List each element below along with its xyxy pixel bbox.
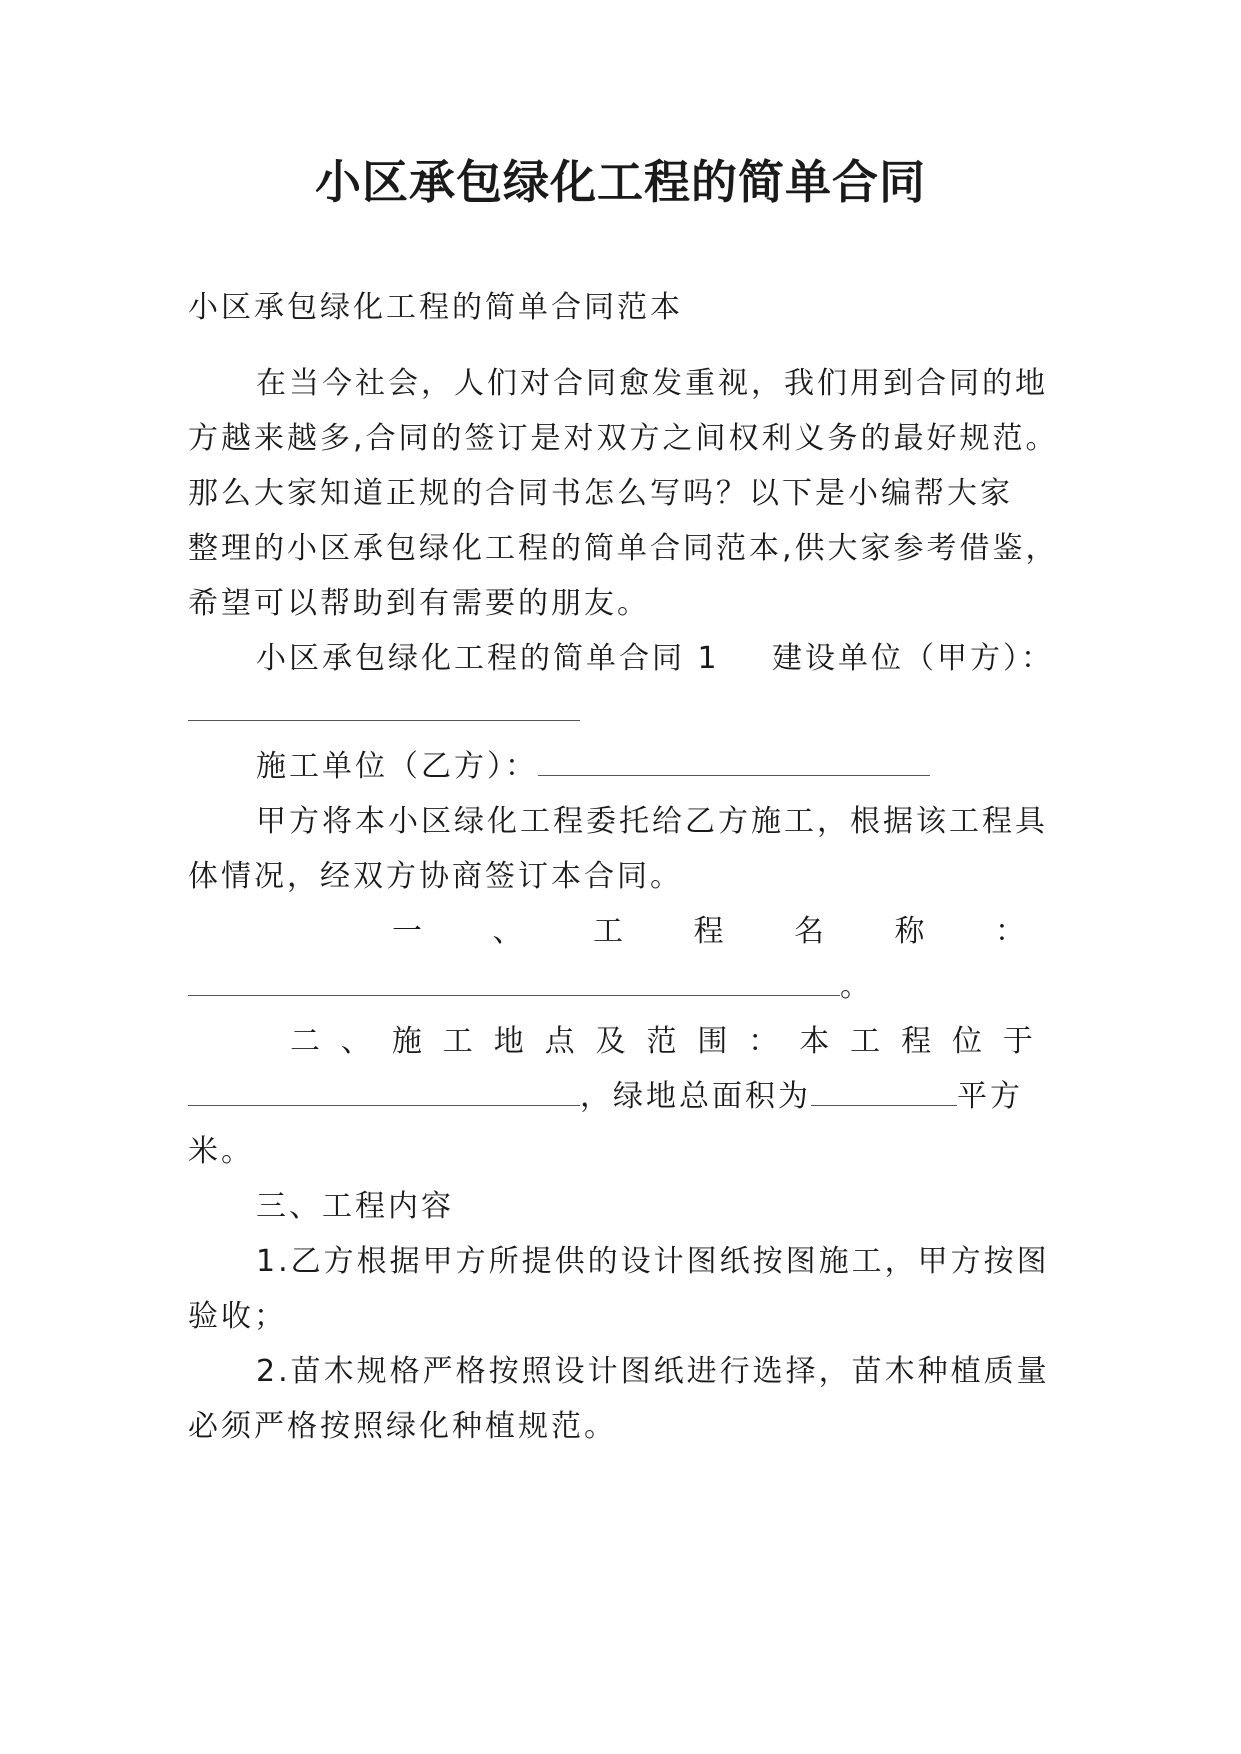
section2-char: 、: [340, 1024, 374, 1059]
intro-line: 希望可以帮助到有需要的朋友。: [188, 586, 650, 621]
section2-char: 工: [442, 1024, 476, 1059]
section1-char: 名: [794, 914, 827, 949]
section2-end: 米。: [188, 1134, 254, 1169]
party-b-blank: [538, 747, 930, 776]
document-subtitle: 小区承包绿化工程的简单合同范本: [188, 290, 683, 325]
section2-char: 施: [391, 1024, 425, 1059]
section1-char: 工: [593, 914, 626, 949]
item1-line: 1.乙方根据甲方所提供的设计图纸按图施工，甲方按图: [256, 1244, 1050, 1279]
section1-char: 一: [392, 914, 425, 949]
section2-char: 程: [901, 1024, 935, 1059]
section1-blank-line: [188, 967, 1054, 1007]
section1-char: 程: [693, 914, 727, 949]
party-b-line: [256, 747, 1054, 787]
contract-heading-line: [256, 639, 1054, 679]
section2-blank-line: [188, 1077, 1054, 1117]
section2-char: 于: [1002, 1024, 1036, 1059]
section1-char: ：: [995, 914, 1028, 949]
party-a-blank-line: [188, 692, 1054, 732]
section2-mid: ，绿地总面积为: [580, 1079, 811, 1114]
item2-line: 必须严格按照绿化种植规范。: [188, 1409, 617, 1444]
section1-heading: [392, 912, 1028, 952]
intro-line: 在当今社会，人们对合同愈发重视，我们用到合同的地: [256, 366, 1048, 401]
section2-char: ：: [748, 1024, 782, 1059]
section2-char: 范: [646, 1024, 680, 1059]
party-b-label: 施工单位（乙方）：: [256, 749, 538, 784]
section2-heading: [290, 1022, 1036, 1062]
section2-char: 本: [799, 1024, 833, 1059]
section3-heading: 三、工程内容: [256, 1189, 454, 1224]
item2-line: 2.苗木规格严格按照设计图纸进行选择，苗木种植质量: [256, 1354, 1050, 1389]
section2-char: 地: [493, 1024, 527, 1059]
intro-line: 那么大家知道正规的合同书怎么写吗？以下是小编帮大家: [188, 476, 1013, 511]
entrust-line: 体情况，经双方协商签订本合同。: [188, 859, 683, 894]
party-a-blank: [188, 692, 580, 721]
document-title: 小区承包绿化工程的简单合同: [315, 155, 926, 209]
section1-blank: [188, 967, 840, 996]
contract-heading: 小区承包绿化工程的简单合同 1: [256, 641, 720, 676]
section2-char: 工: [850, 1024, 884, 1059]
section1-end: 。: [840, 969, 873, 1004]
section1-char: 称: [894, 914, 928, 949]
section2-char: 二: [290, 1024, 323, 1059]
section2-unit: 平方: [957, 1079, 1023, 1114]
section2-char: 点: [544, 1024, 578, 1059]
intro-line: 方越来越多,合同的签订是对双方之间权利义务的最好规范。: [188, 421, 1059, 456]
area-blank: [811, 1077, 957, 1106]
intro-line: 整理的小区承包绿化工程的简单合同范本,供大家参考借鉴，: [188, 531, 1059, 566]
party-a-label: 建设单位（甲方）：: [772, 641, 1054, 676]
entrust-line: 甲方将本小区绿化工程委托给乙方施工，根据该工程具: [256, 804, 1048, 839]
section1-char: 、: [492, 914, 526, 949]
item1-line: 验收；: [188, 1299, 287, 1334]
location-blank: [188, 1077, 580, 1106]
section2-char: 位: [951, 1024, 985, 1059]
section2-char: 及: [595, 1024, 629, 1059]
section2-char: 围: [697, 1024, 731, 1059]
